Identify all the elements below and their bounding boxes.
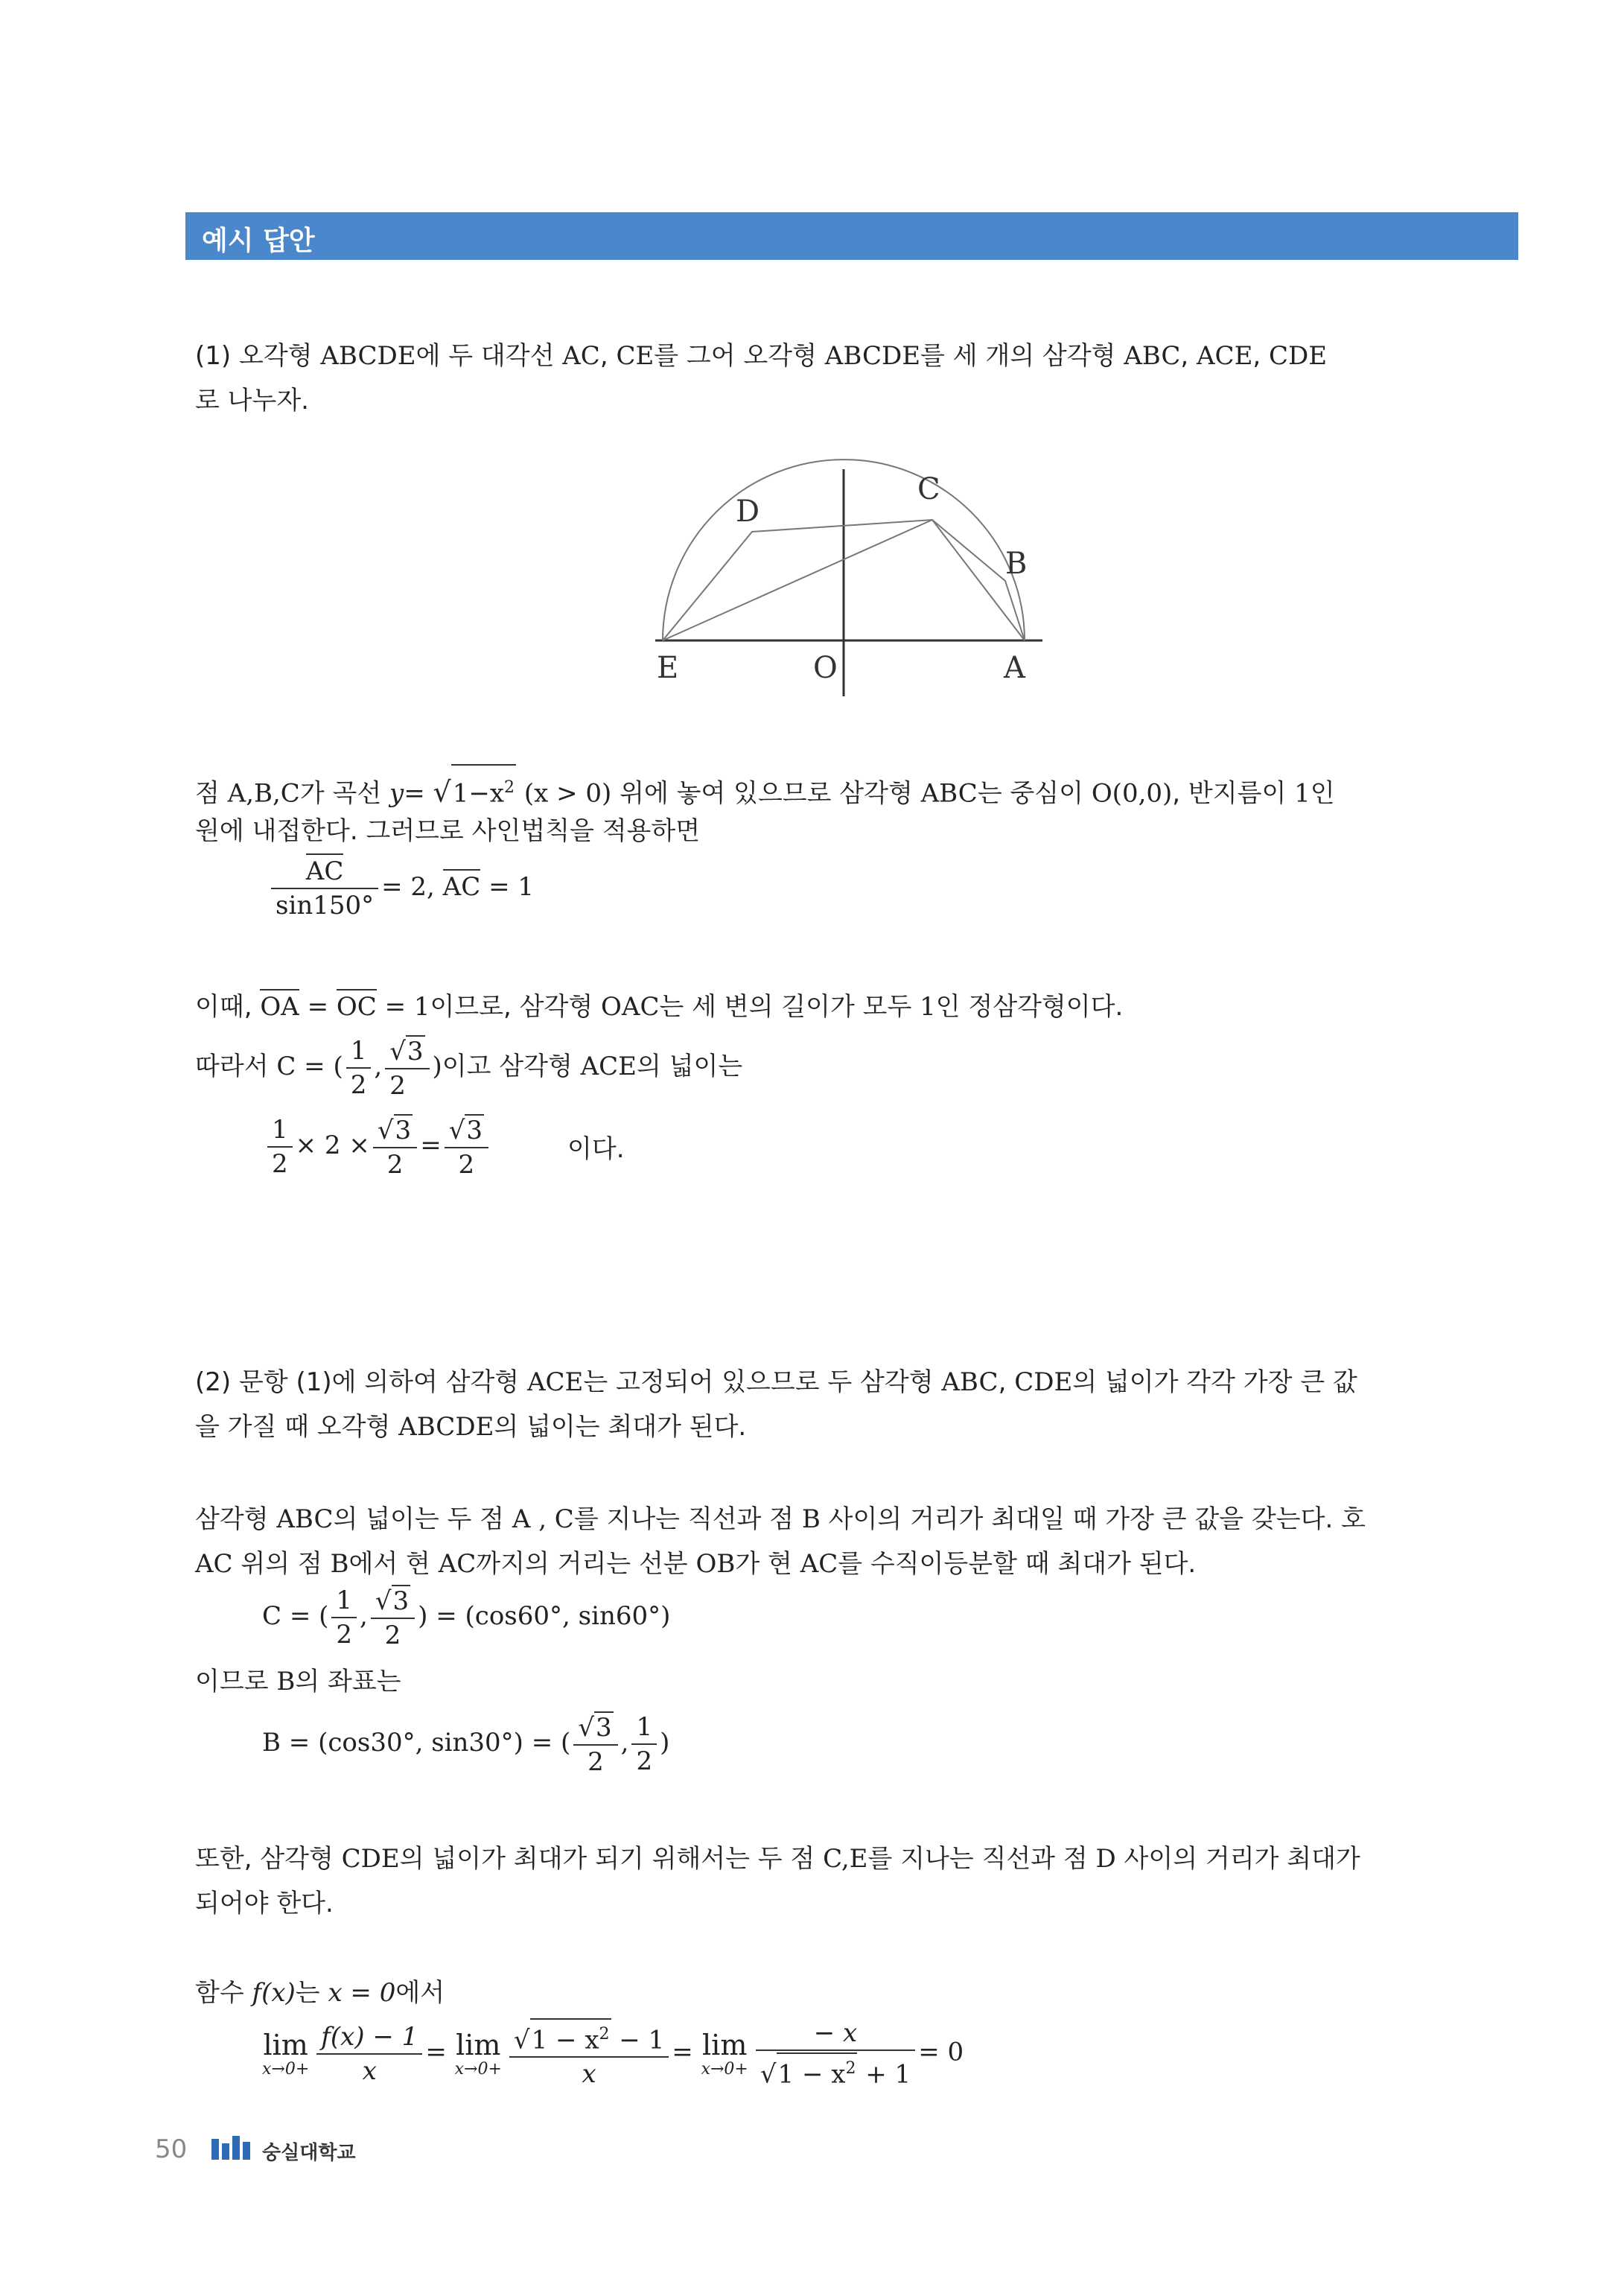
part1-line1: (1) 오각형 ABCDE에 두 대각선 AC, CE를 그어 오각형 ABCDE를 세 개의 삼각형 ABC, ACE, CDE xyxy=(195,341,1328,371)
part2-para3-line1: 또한, 삼각형 CDE의 넓이가 최대가 되기 위해서는 두 점 C,E를 지나는 직선과 점 D 사이의 거리가 최대가 xyxy=(195,1844,1360,1874)
label-b: B xyxy=(1005,547,1028,581)
part2-para2-line2: AC 위의 점 B에서 현 AC까지의 거리는 선분 OB가 현 AC를 수직이등분할 때 최대가 된다. xyxy=(195,1549,1197,1579)
point-c-coords-equation: C = ( $\frac{1}{2}$ , $\frac{√3}{2}$ ) = (cos60°, sin60°) xyxy=(262,1586,671,1650)
university-name: 숭실대학교 xyxy=(262,2142,356,2164)
point-b-coords-equation: B = (cos30°, sin30°) = ( $\frac{√3}{2}$ , $\frac{1}{2}$ ) xyxy=(262,1712,670,1777)
section-header xyxy=(185,212,1518,260)
label-a: A xyxy=(1004,651,1025,685)
point-c-line: 따라서 C = ( $\frac{1}{2}$ , $\frac{√3}{2}$ )이고 삼각형 ACE의 넓이는 xyxy=(195,1035,743,1101)
label-c: C xyxy=(917,472,940,506)
point-b-intro: 이므로 B의 좌표는 xyxy=(195,1667,401,1696)
diagonal-ce xyxy=(663,520,932,640)
part1-line2: 로 나누자. xyxy=(195,386,309,416)
label-e: E xyxy=(657,651,679,685)
part2-line2: 을 가질 때 오각형 ABCDE의 넓이는 최대가 된다. xyxy=(195,1412,747,1442)
label-o: O xyxy=(813,651,838,685)
circle-line2: 원에 내접한다. 그러므로 사인법칙을 적용하면 xyxy=(195,816,701,846)
part2-para2-line1: 삼각형 ABC의 넓이는 두 점 A , C를 지나는 직선과 점 B 사이의 거리가 최대일 때 가장 큰 값을 갖는다. 호 xyxy=(195,1504,1366,1534)
part2-line1: (2) 문항 (1)에 의하여 삼각형 ACE는 고정되어 있으므로 두 삼각형 ABC, CDE의 넓이가 각각 가장 큰 값 xyxy=(195,1367,1357,1397)
area-ace-suffix: 이다. xyxy=(567,1134,625,1164)
circle-line1: 점 A,B,C가 곡선 $y= √1-x^2$ (x > 0) 위에 놓여 있으므로 삼각형 ABC는 중심이 O(0,0), 반지름이 1인 xyxy=(195,764,1513,815)
pentagon-diagram xyxy=(640,454,1057,700)
section-title: 예시 답안 xyxy=(202,226,315,256)
part2-para3-line2: 되어야 한다. xyxy=(195,1889,334,1918)
page-number: 50 xyxy=(155,2134,188,2164)
function-intro: 함수 f(x)는 x = 0에서 xyxy=(195,1978,445,2008)
university-logo-icon xyxy=(211,2134,259,2164)
limit-equation: lim x→0+ $\frac{f(x) - 1}{x}$ = lim x→0+ $\frac{√1 - x^2 - 1}{x}$ = lim x→0+ $\frac{- x}{√1 - x^2 + 1}$ = 0 xyxy=(262,2018,964,2090)
area-ace-equation: $\frac{1}{2}$ × 2 × $\frac{√3}{2}$ = $\frac{√3}{2}$ xyxy=(264,1114,491,1180)
equilateral-line: 이때, OA = OC = 1이므로, 삼각형 OAC는 세 변의 길이가 모두 1인 정삼각형이다. xyxy=(195,985,1513,1029)
label-d: D xyxy=(736,495,760,529)
sine-law-equation: $\frac{AC}{\sin 150^\circ}$ = 2, AC = 1 xyxy=(268,856,534,920)
